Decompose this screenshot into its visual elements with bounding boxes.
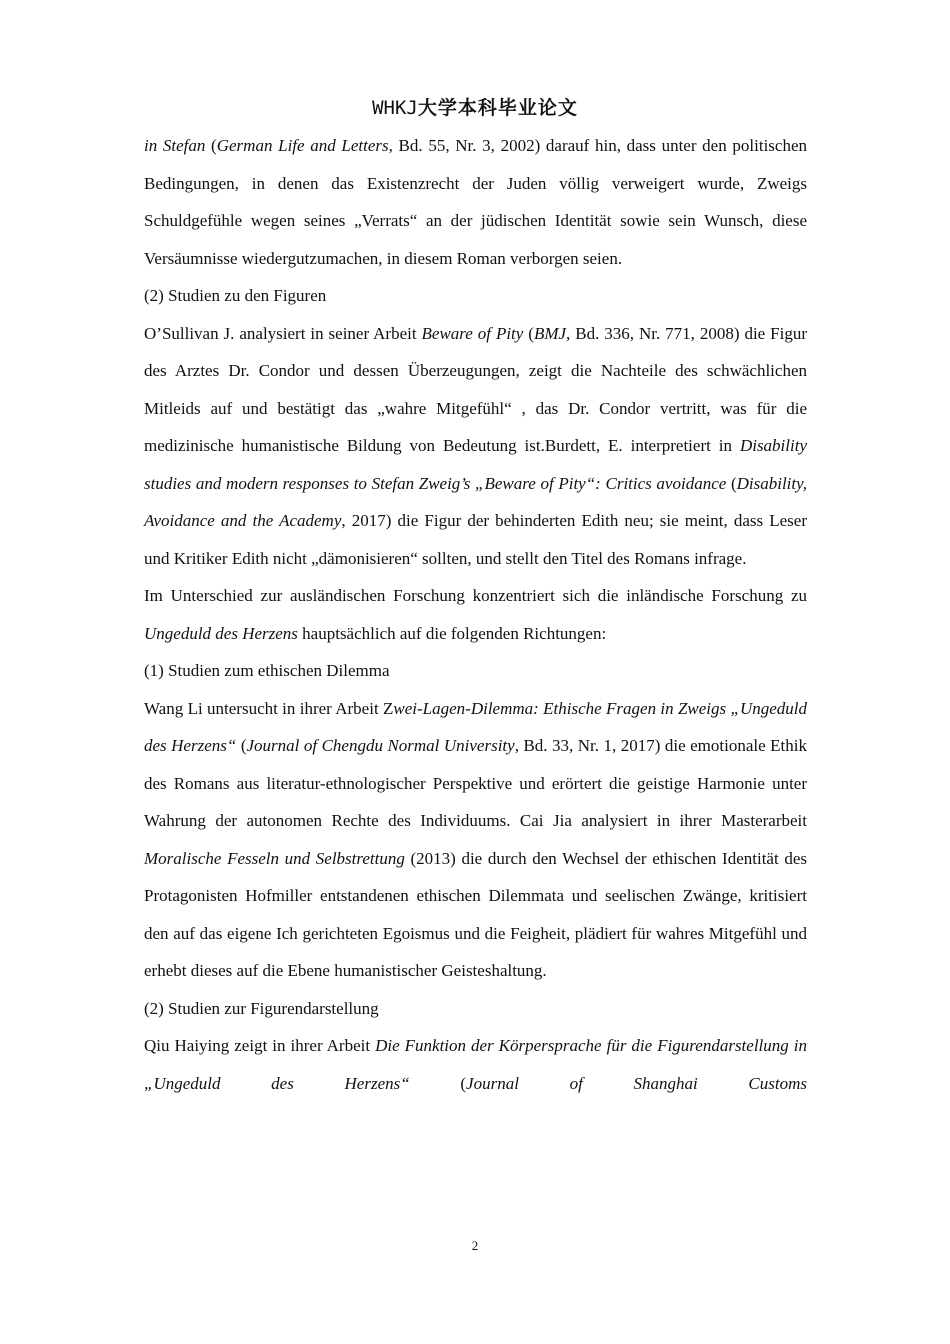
header-title: 大学本科毕业论文	[417, 98, 578, 119]
text: (2013) die durch den Wechsel der ethischen Identität des Protagonisten Hofmiller entstandenen ethischen Dilemmata und seelischen Zwänge, kritisiert den auf das eigene Ich gerichteten Egoismus und die Feigheit, plädiert für wahres Mitgefühl und erhebt dieses auf die Ebene humanistischer Geisteshaltung.	[144, 848, 807, 980]
header-code: WHKJ	[372, 97, 418, 119]
journal-title: Disability, Avoidance and the Academy	[144, 473, 807, 530]
journal-title: German Life and Letters	[216, 136, 389, 155]
journal-title: Journal of Shanghai Customs	[466, 1073, 807, 1093]
work-title: Moralische Fesseln und Selbstrettung	[144, 848, 405, 868]
journal-title: Journal of Chengdu Normal University	[246, 736, 515, 755]
text: , Bd. 33, Nr. 1, 2017) die emotionale Ethik des Romans aus literatur-ethnologischer Perspektive und erörtert die geistige Harmonie unter Wahrung der autonomen Rechte des Individuums. Cai Jia analysiert in ihrer Masterarbeit	[144, 736, 807, 830]
text: , Bd. 336, Nr. 771, 2008) die Figur des Arztes Dr. Condor und dessen Überzeugungen, zeigt die Nachteile des schwächlichen Mitleids auf und bestätigt das „wahre Mitgefühl“ , das Dr. Condor vertritt, was für die medizinische humanistische Bildung von Bedeutung ist.Burdett, E. interpretiert in	[144, 323, 807, 455]
text: , 2017) die Figur der behinderten Edith neu; sie meint, dass Leser und Kritiker Edith nicht „dämonisieren“ sollten, und stellt den Titel des Romans infrage.	[144, 511, 807, 568]
work-title: wei-Lagen-Dilemma: Ethische Fragen in Zweigs „Ungeduld des Herzens“	[144, 698, 807, 755]
text: (	[726, 473, 737, 493]
work-title: Die Funktion der Körpersprache für die Figurendarstellung in „Ungeduld des Herzens“	[144, 1036, 807, 1093]
body-text	[144, 127, 807, 1102]
text: Im Unterschied zur ausländischen Forschung konzentriert sich die inländische Forschung zu	[144, 586, 807, 605]
paragraph-zweig-guilt	[144, 127, 807, 277]
work-title: Ungeduld des Herzens	[144, 623, 298, 643]
text: Wang Li untersucht in ihrer Arbeit Z	[144, 698, 394, 718]
text: (	[205, 136, 217, 155]
page-number: 2	[471, 1238, 479, 1253]
section-heading: (2) Studien zu den Figuren	[144, 286, 327, 305]
section-heading: (2) Studien zur Figurendarstellung	[144, 998, 379, 1018]
text: , Bd. 55, Nr. 3, 2002) darauf hin, dass unter den politischen Bedingungen, in denen das Existenzrecht der Juden völlig verweigert wurde, Zweigs Schuldgefühle wegen seines „Verrats“ an der jüdischen Identität sowie sein Wunsch, diese Versäumnisse wiedergutzumachen, in diesem Roman verborgen seien.	[144, 136, 807, 268]
paragraph-figure-portrayal	[144, 1027, 807, 1102]
text: Qiu Haiying zeigt in ihrer Arbeit	[144, 1036, 376, 1055]
italic-text: in Stefan	[144, 136, 206, 155]
page-header	[0, 93, 950, 120]
journal-title: BMJ	[533, 323, 567, 343]
work-title: Beware of Pity	[421, 323, 524, 343]
text: hauptsächlich auf die folgenden Richtungen:	[297, 623, 607, 643]
work-title: Disability studies and modern responses to Stefan Zweig’s „Beware of Pity“: Critics avoidance	[144, 436, 807, 493]
text: (	[236, 736, 247, 755]
text: (	[409, 1073, 467, 1093]
text: O’Sullivan J. analysiert in seiner Arbeit	[144, 323, 422, 343]
section-heading: (1) Studien zum ethischen Dilemma	[144, 661, 390, 680]
paragraph-ethical-dilemma	[144, 690, 807, 990]
paragraph-domestic-research	[144, 577, 807, 652]
paragraph-figures	[144, 315, 807, 578]
text: (	[523, 323, 534, 343]
